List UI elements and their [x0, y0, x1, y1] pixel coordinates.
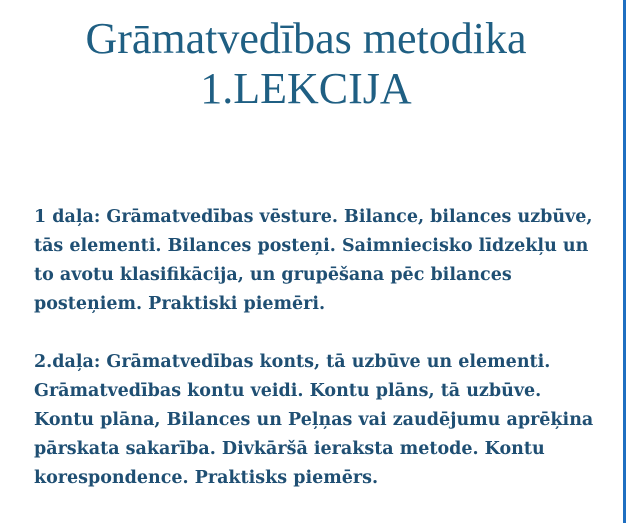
slide-body [34, 203, 594, 493]
slide-title-line-2: 1.LEKCIJA [200, 64, 412, 113]
section-2-paragraph: 2.daļa: Grāmatvedības konts, tā uzbūve un elementi. Grāmatvedības kontu veidi. Kontu plāns, tā uzbūve. Kontu plāna, Bilances un Peļņas vai zaudējumu aprēķina pārskata sakarība. Divkāršā ieraksta metode. Kontu korespondence. Praktisks piemērs. [34, 352, 594, 488]
slide-title-line-1: Grāmatvedības metodika [85, 14, 527, 63]
slide-title [0, 14, 612, 114]
section-1-paragraph: 1 daļa: Grāmatvedības vēsture. Bilance, bilances uzbūve, tās elementi. Bilances posteņi. Saimniecisko līdzekļu un to avotu klasifikācija, un grupēšana pēc bilances posteņiem. Praktiski piemēri. [34, 207, 593, 314]
